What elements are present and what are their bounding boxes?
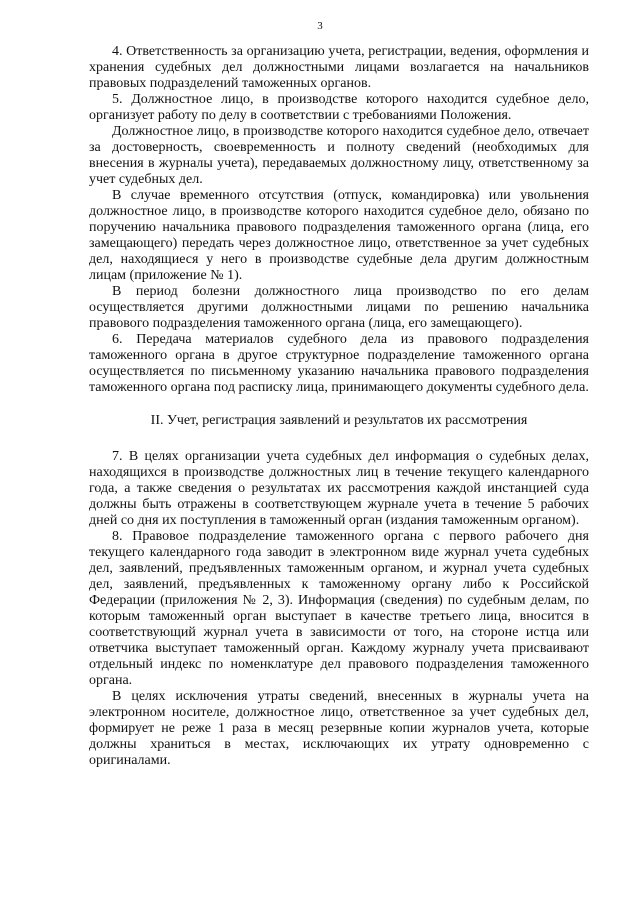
- paragraph-5-responsibility: Должностное лицо, в производстве которого находится судебное дело, отвечает за достоверность, своевременность и полноту сведений (необходимых для внесения в журналы учета), передаваемых должностному лицу, ответственному за учет судебных дел.: [89, 124, 589, 187]
- document-body: [89, 44, 589, 769]
- paragraph-5-absence: В случае временного отсутствия (отпуск, командировка) или увольнения должностное лицо, в производстве которого находится судебное дело, обязано по поручению начальника правового подразделения таможенного органа (лица, его замещающего) передать через должностное лицо, ответственное за учет судебных дел, находящиеся у него в производстве судебные дела другим должностным лицам (приложение № 1).: [89, 188, 589, 283]
- paragraph-8: 8. Правовое подразделение таможенного органа с первого рабочего дня текущего календарного года заводит в электронном виде журнал учета судебных дел, заявлений, предъявленных таможенным органом, и журнал учета судебных дел, заявлений, предъявленных к таможенному органу либо к Российской Федерации (приложения № 2, 3). Информация (сведения) по судебным делам, по которым таможенный орган выступает в качестве третьего лица, вносится в соответствующий журнал учета в зависимости от того, на стороне истца или ответчика выступает таможенный орган. Каждому журналу учета присваивают отдельный индекс по номенклатуре дел правового подразделения таможенного органа.: [89, 529, 589, 688]
- paragraph-7: 7. В целях организации учета судебных дел информация о судебных делах, находящихся в производстве должностных лиц в течение текущего календарного года, а также сведения о результатах их рассмотрения каждой инстанцией суда должны быть отражены в соответствующем журнале учета в течение 5 рабочих дней со дня их поступления в таможенный орган (издания таможенным органом).: [89, 449, 589, 528]
- paragraph-8-backup: В целях исключения утраты сведений, внесенных в журналы учета на электронном носителе, должностное лицо, ответственное за учет судебных дел, формирует не реже 1 раза в месяц резервные копии журналов учета, которые должны храниться в местах, исключающих их утрату одновременно с оригиналами.: [89, 689, 589, 768]
- paragraph-5-illness: В период болезни должностного лица производство по его делам осуществляется другими должностными лицами по решению начальника правового подразделения таможенного органа (лица, его замещающего).: [89, 284, 589, 331]
- paragraph-4: 4. Ответственность за организацию учета, регистрации, ведения, оформления и хранения судебных дел должностными лицами возлагается на начальников правовых подразделений таможенных органов.: [89, 44, 589, 91]
- paragraph-5: 5. Должностное лицо, в производстве которого находится судебное дело, организует работу по делу в соответствии с требованиями Положения.: [89, 92, 589, 123]
- paragraph-6: 6. Передача материалов судебного дела из правового подразделения таможенного органа в другое структурное подразделение таможенного органа осуществляется по письменному указанию начальника правового подразделения таможенного органа под расписку лица, принимающего документы судебного дела.: [89, 332, 589, 395]
- page-number: 3: [317, 20, 323, 32]
- section-heading: II. Учет, регистрация заявлений и результатов их рассмотрения: [150, 413, 528, 428]
